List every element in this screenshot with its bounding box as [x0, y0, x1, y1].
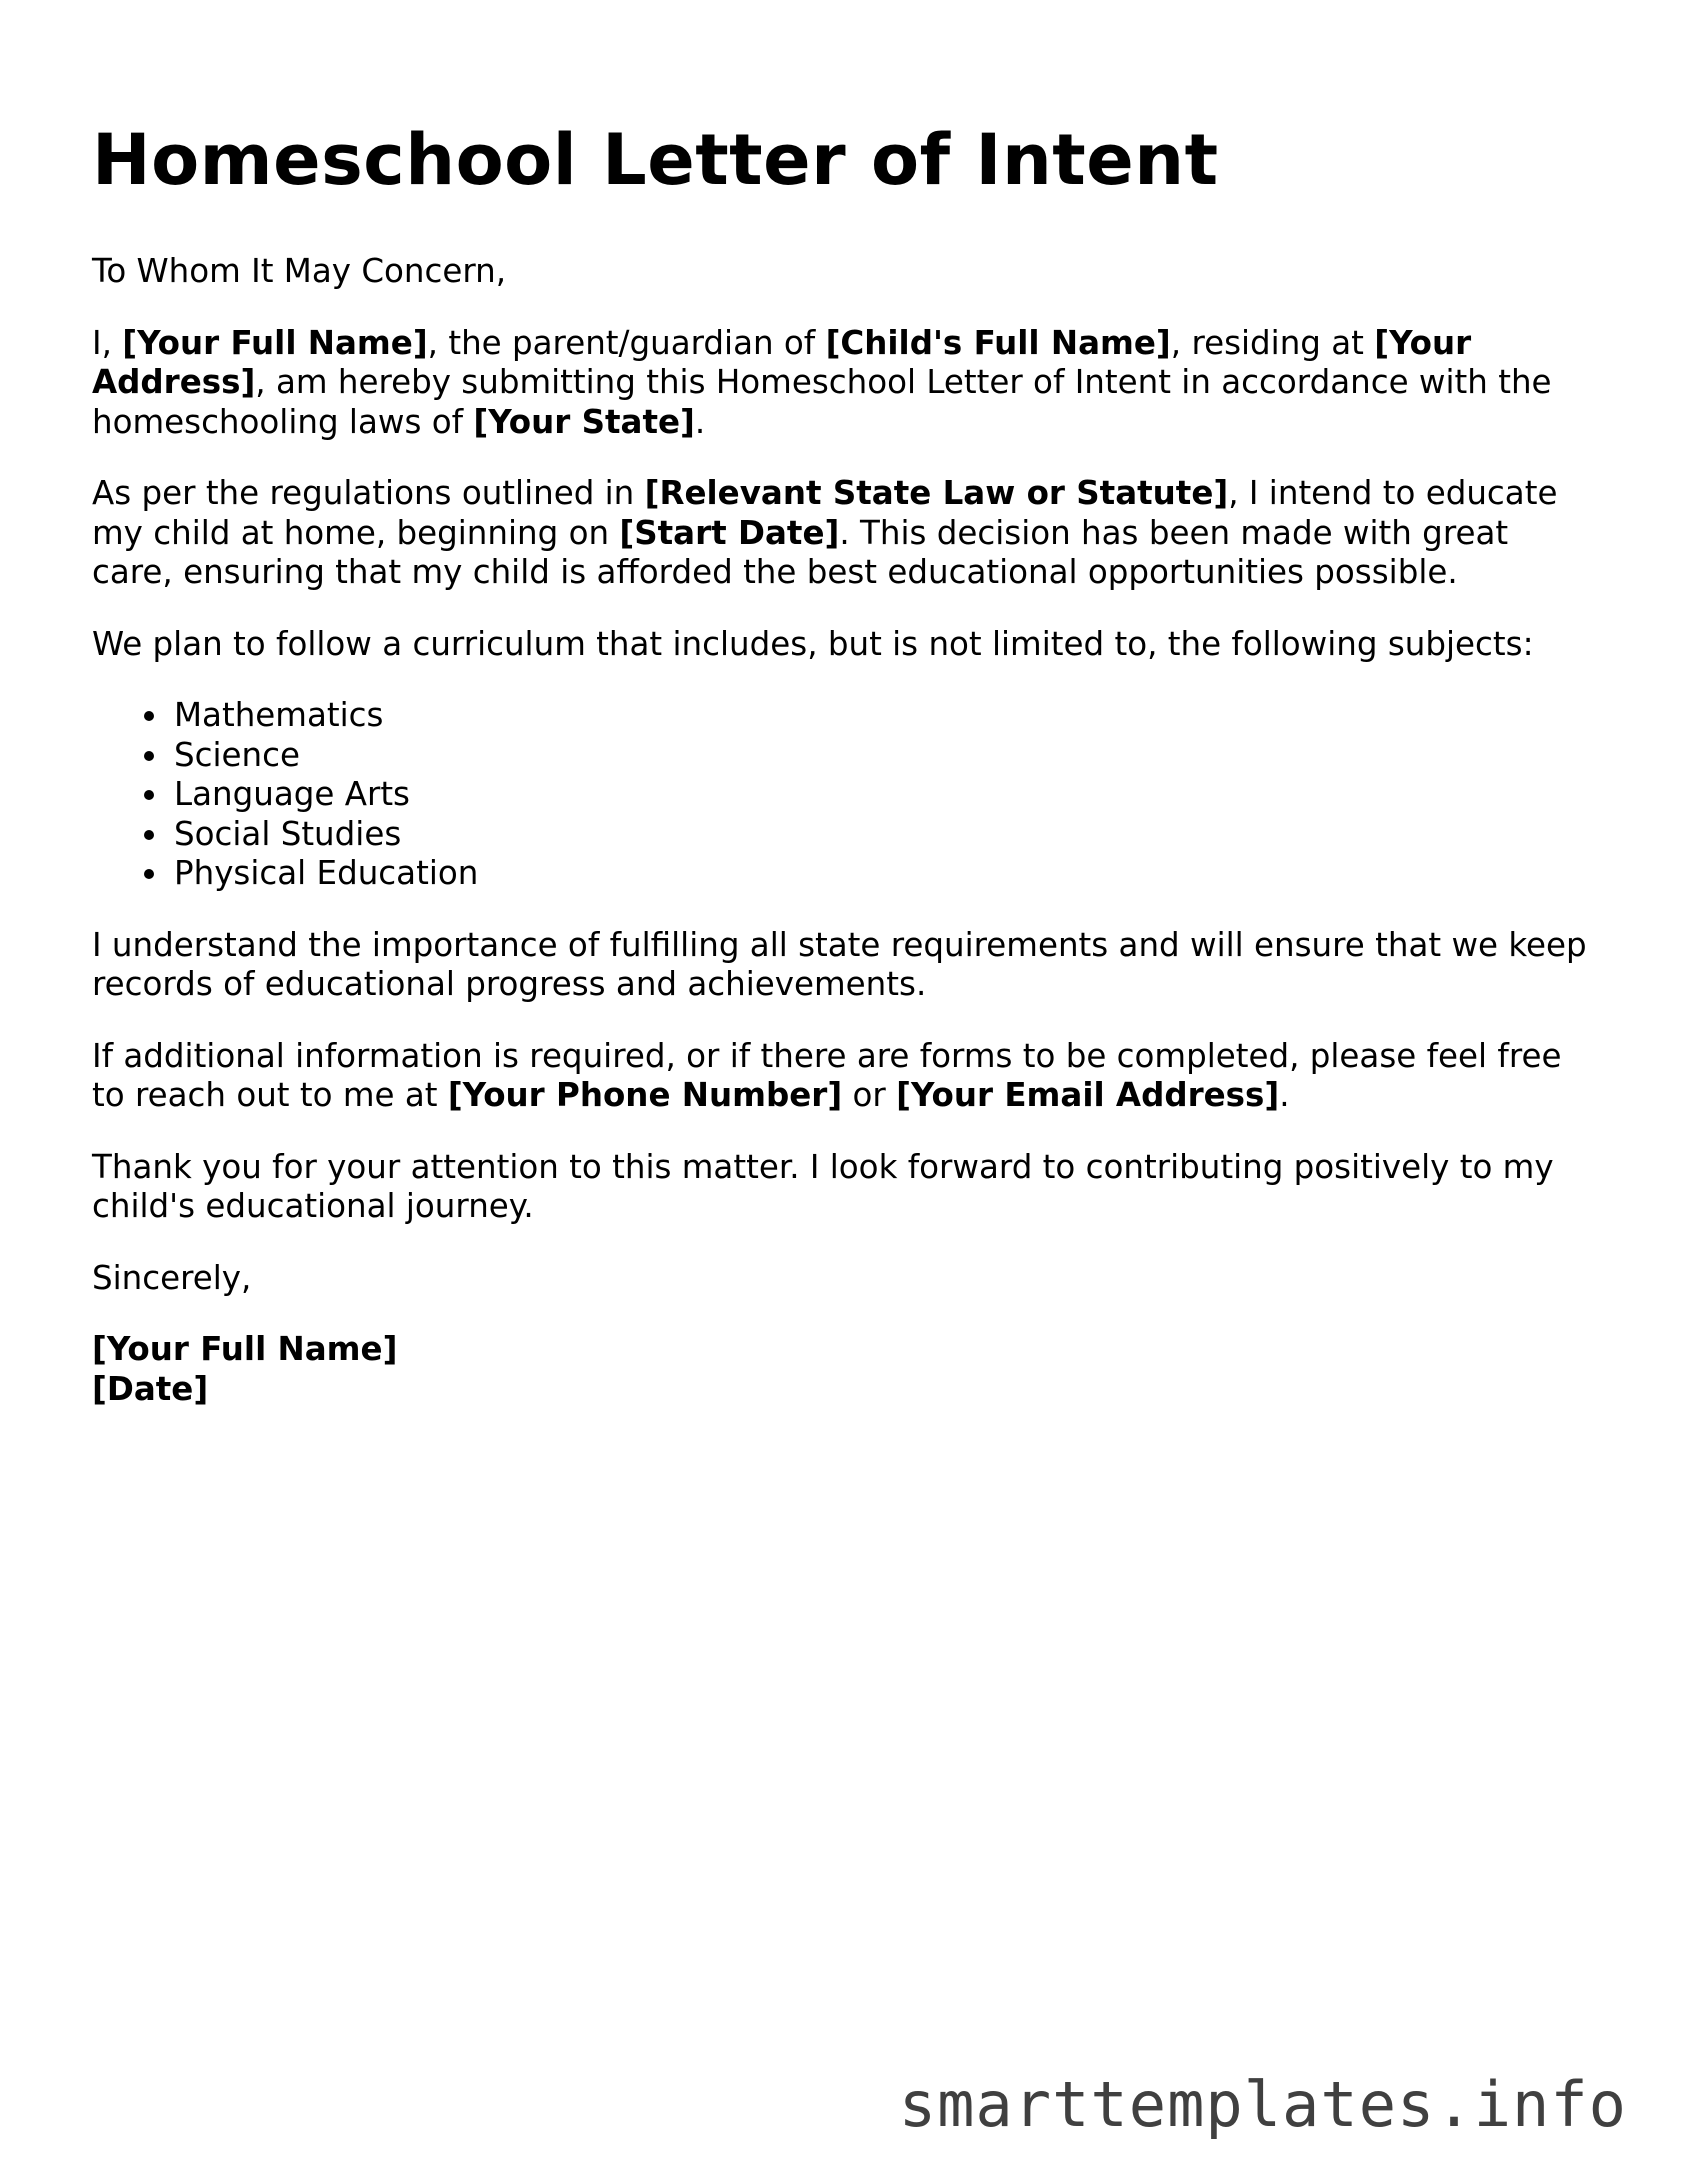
bullet-icon [144, 790, 154, 800]
letter-document [92, 118, 1592, 1409]
placeholder-phone-number: [Your Phone Number] [447, 1076, 843, 1114]
intro-text-5: . [694, 402, 706, 441]
closing: Sincerely, [92, 1258, 252, 1297]
intro-text-4: , am hereby submitting this Homeschool Letter of Intent in accordance with the homeschooling laws of [92, 363, 1552, 441]
placeholder-your-state: [Your State] [473, 402, 695, 441]
intro-paragraph [92, 324, 1592, 443]
list-item [174, 696, 1592, 736]
placeholder-email-address: [Your Email Address] [896, 1076, 1280, 1114]
intro-text-2: , the parent/guardian of [427, 323, 826, 362]
bullet-icon [144, 711, 154, 721]
regulations-paragraph [92, 474, 1592, 593]
watermark: smarttemplates.info [898, 2068, 1627, 2141]
list-item [174, 815, 1592, 855]
intro-text-3: , residing at [1170, 323, 1375, 362]
list-item [174, 736, 1592, 776]
contact-paragraph [92, 1037, 1592, 1116]
contact-text-1: If additional information is required, or if there are forms to be completed, please feel free to reach out to me at [92, 1036, 1562, 1114]
bullet-icon [144, 830, 154, 840]
signature-date: [Date] [92, 1369, 209, 1408]
subject-label: Social Studies [174, 814, 402, 853]
regulations-text-1: As per the regulations outlined in [92, 474, 645, 512]
signature-block [92, 1330, 1592, 1409]
page-title: Homeschool Letter of Intent [92, 119, 1219, 201]
intro-text-1: I, [92, 323, 123, 362]
subject-label: Language Arts [174, 775, 410, 813]
subjects-list [92, 696, 1592, 894]
subject-label: Physical Education [174, 854, 479, 892]
signature-name: [Your Full Name] [92, 1330, 398, 1368]
records-paragraph: I understand the importance of fulfilling all state requirements and will ensure that we keep records of educational progress and achievements. [92, 925, 1587, 1003]
bullet-icon [144, 869, 154, 879]
list-item [174, 854, 1592, 894]
thanks-paragraph: Thank you for your attention to this matter. I look forward to contributing positively to my child's educational journey. [92, 1147, 1554, 1225]
list-item [174, 775, 1592, 815]
bullet-icon [144, 751, 154, 761]
contact-text-2: or [842, 1076, 897, 1114]
salutation: To Whom It May Concern, [92, 252, 507, 290]
placeholder-your-full-name: [Your Full Name] [122, 323, 428, 362]
placeholder-state-law: [Relevant State Law or Statute] [644, 474, 1229, 512]
regulations-text-3: . This decision has been made with great care, ensuring that my child is afforded the best educational opportunities possible. [92, 513, 1509, 591]
placeholder-childs-full-name: [Child's Full Name] [825, 323, 1171, 362]
placeholder-your-address: [Your Address] [92, 323, 1472, 401]
regulations-text-2: , I intend to educate my child at home, beginning on [92, 474, 1558, 552]
subject-label: Science [174, 735, 300, 774]
placeholder-start-date: [Start Date] [619, 513, 840, 552]
contact-text-3: . [1279, 1076, 1290, 1114]
curriculum-intro: We plan to follow a curriculum that includes, but is not limited to, the following subjects: [92, 624, 1534, 663]
subject-label: Mathematics [174, 696, 384, 734]
